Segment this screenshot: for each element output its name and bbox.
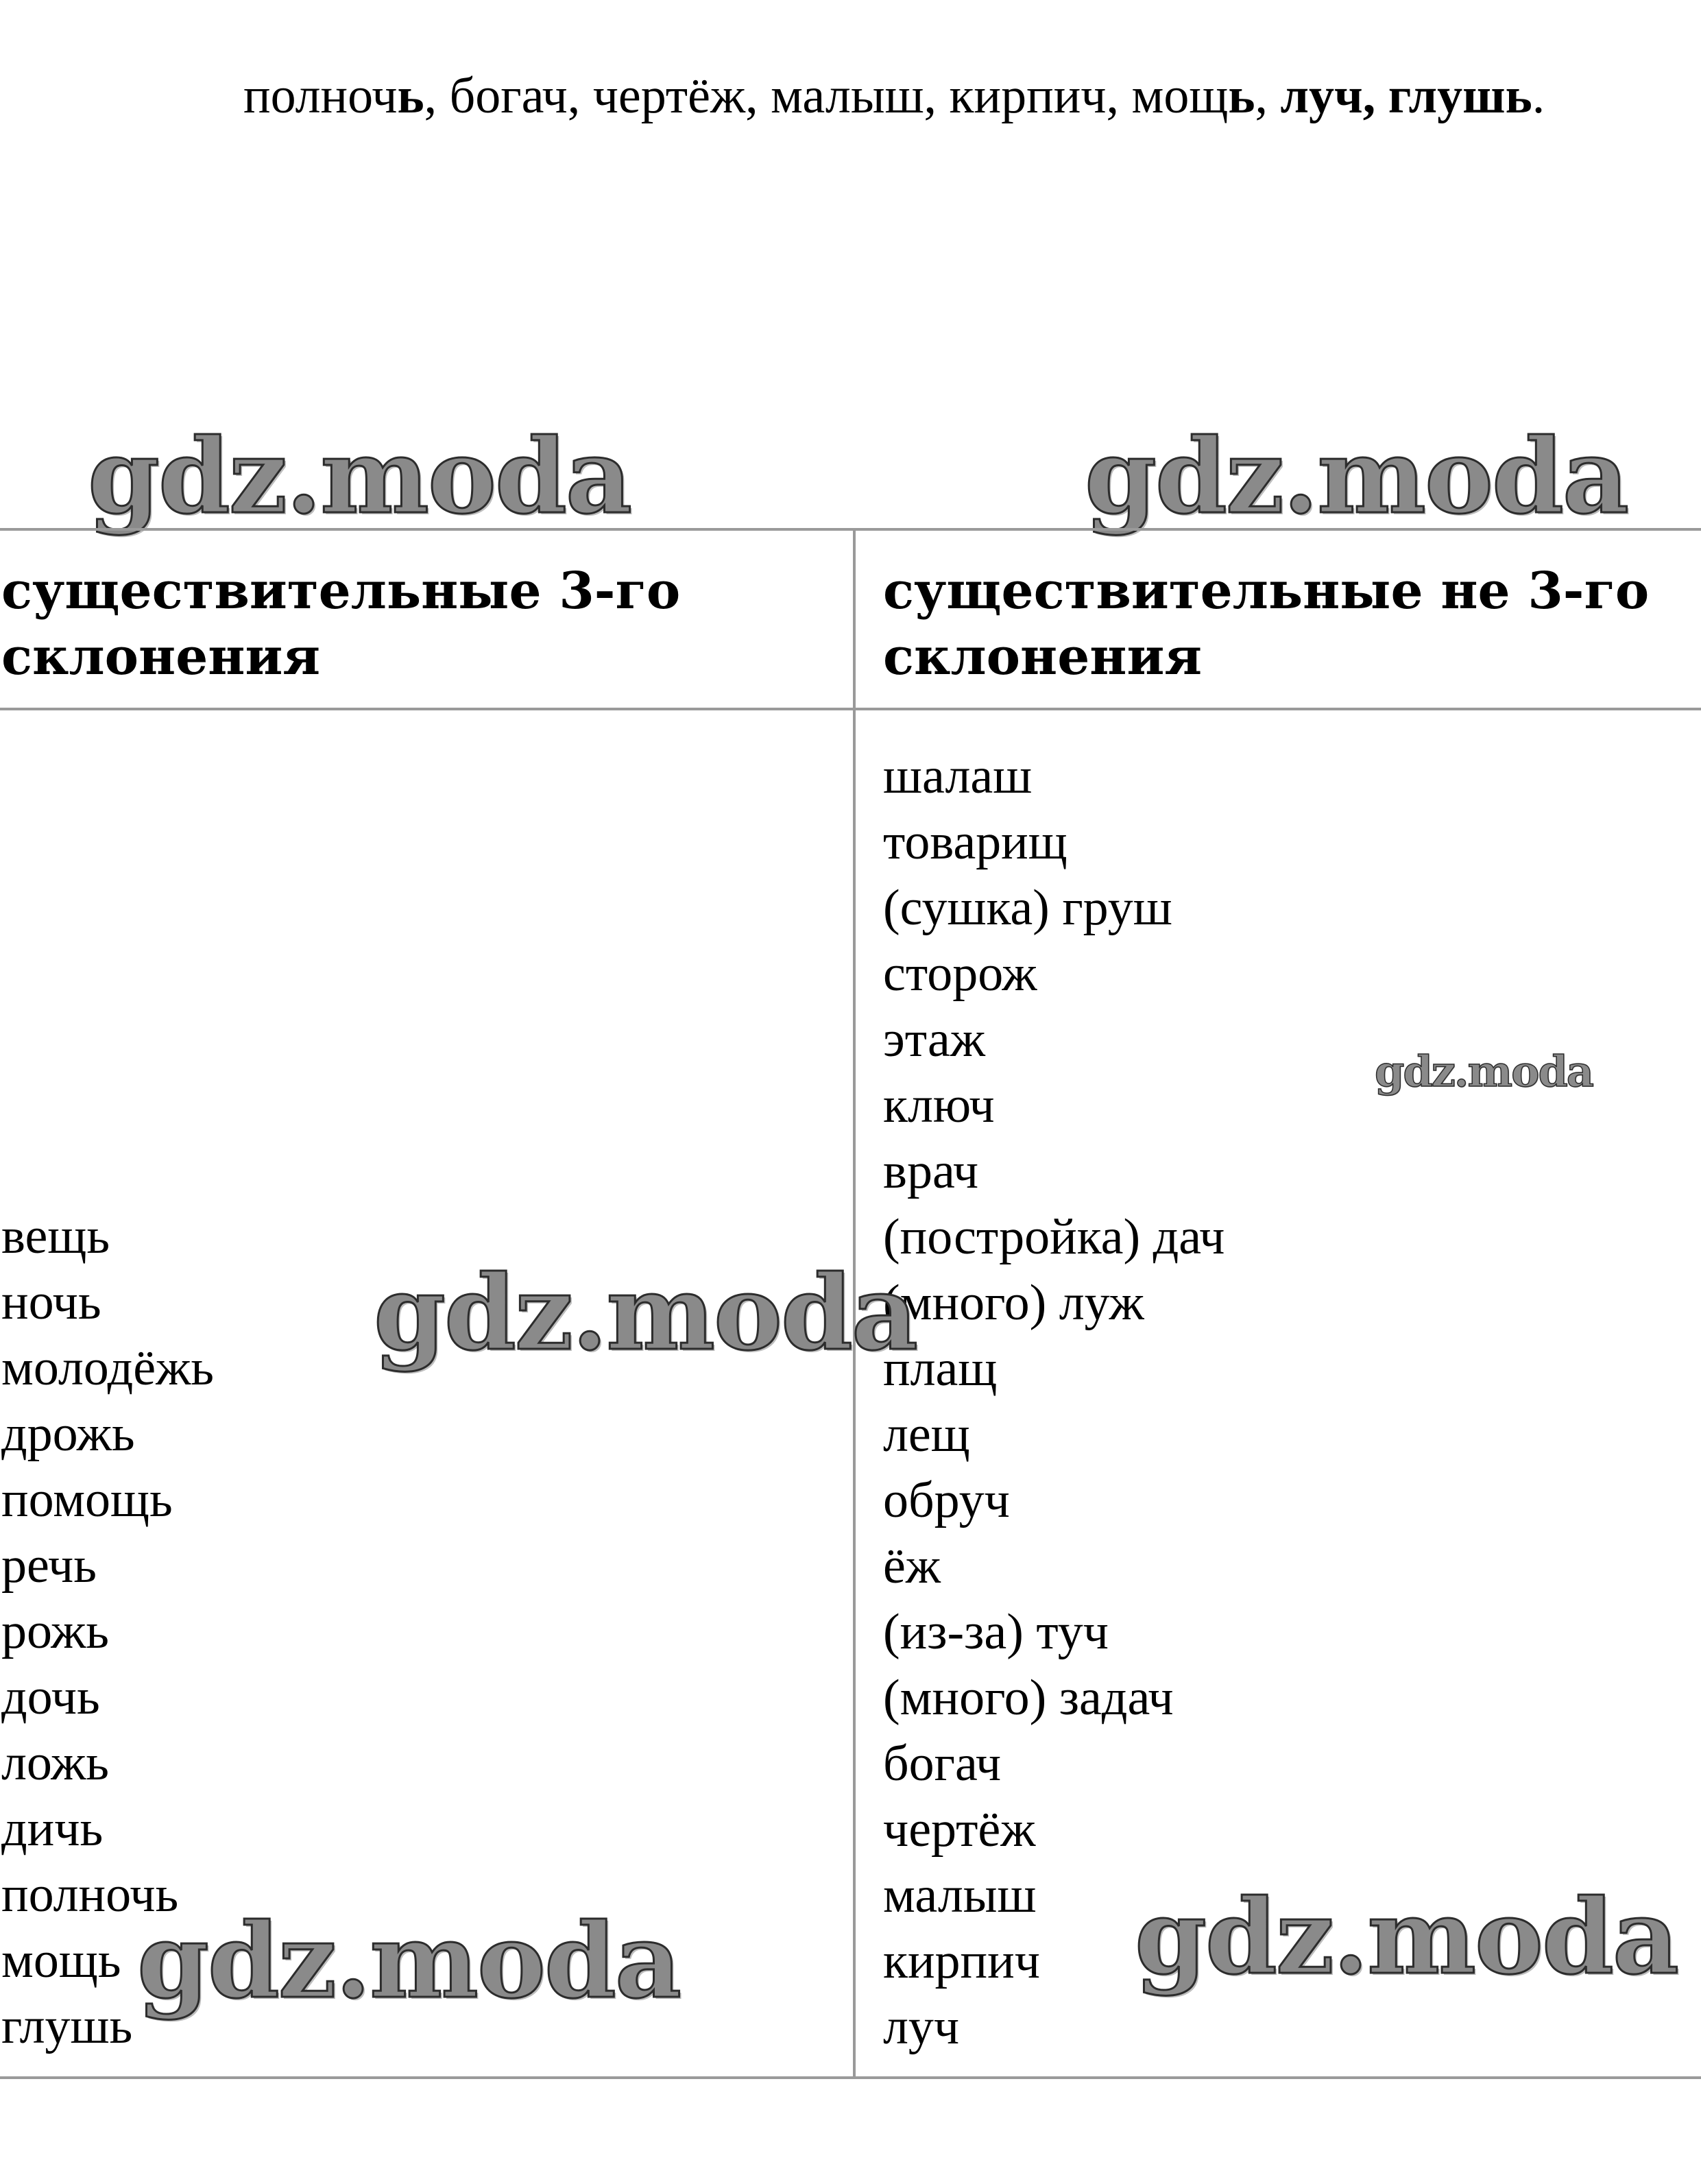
list-item: молодёжь (1, 1340, 215, 1396)
list-item: ёж (883, 1538, 941, 1594)
right-list (883, 743, 1225, 2060)
list-item: плащ (883, 1341, 998, 1397)
list-item: этаж (883, 1011, 985, 1068)
list-item: богач (883, 1736, 1002, 1792)
intro-fragment: луч, глушь (1280, 68, 1532, 124)
intro-fragment: , (1255, 68, 1281, 124)
list-item: мощь (1, 1932, 121, 1989)
list-item: (из-за) туч (883, 1604, 1109, 1660)
list-item: обруч (883, 1472, 1010, 1528)
intro-fragment: ь (397, 68, 424, 124)
intro-fragment: полноч (243, 68, 398, 124)
watermark: gdz.moda (1135, 1877, 1678, 1997)
list-item: лещ (883, 1406, 970, 1463)
list-item: речь (1, 1537, 97, 1594)
list-item: луч (883, 1999, 960, 2055)
list-item: кирпич (883, 1933, 1040, 1989)
list-item: (сушка) груш (883, 880, 1172, 936)
list-item: ложь (1, 1735, 109, 1791)
list-item: шалаш (883, 748, 1033, 804)
watermark: gdz.moda (1085, 416, 1628, 537)
watermark: gdz.moda (137, 1901, 681, 2021)
list-item: сторож (883, 946, 1037, 1002)
list-item: дочь (1, 1669, 100, 1725)
list-item: (много) луж (883, 1275, 1144, 1331)
header-right: существительные не 3-го склонения (883, 562, 1650, 686)
intro-fragment: , богач, чертёж, малыш, кирпич, мощ (424, 68, 1229, 124)
list-item: дрожь (1, 1406, 135, 1462)
table-border-bottom (0, 2076, 1701, 2079)
watermark: gdz.moda (88, 416, 631, 537)
list-item: врач (883, 1143, 979, 1199)
list-item: (много) задач (883, 1670, 1174, 1726)
intro-fragment: ь (1228, 68, 1255, 124)
list-item: ключ (883, 1077, 995, 1133)
list-item: ночь (1, 1274, 101, 1330)
list-item: (постройка) дач (883, 1209, 1225, 1265)
intro-text (243, 63, 1546, 129)
list-item: рожь (1, 1603, 110, 1659)
list-item: чертёж (883, 1801, 1036, 1858)
list-item: товарищ (883, 814, 1067, 870)
list-item: полночь (1, 1867, 179, 1923)
list-item: малыш (883, 1867, 1037, 1923)
watermark: gdz.moda (374, 1253, 917, 1373)
header-left: существительные 3-го склонения (1, 562, 681, 686)
intro-fragment: . (1532, 68, 1545, 124)
watermark: gdz.moda (1375, 1046, 1593, 1096)
list-item: помощь (1, 1472, 173, 1528)
list-item: глушь (1, 1998, 133, 2054)
list-item: вещь (1, 1208, 110, 1264)
list-item: дичь (1, 1801, 104, 1857)
table-border-mid (0, 708, 1701, 710)
table-border-top (0, 528, 1701, 531)
